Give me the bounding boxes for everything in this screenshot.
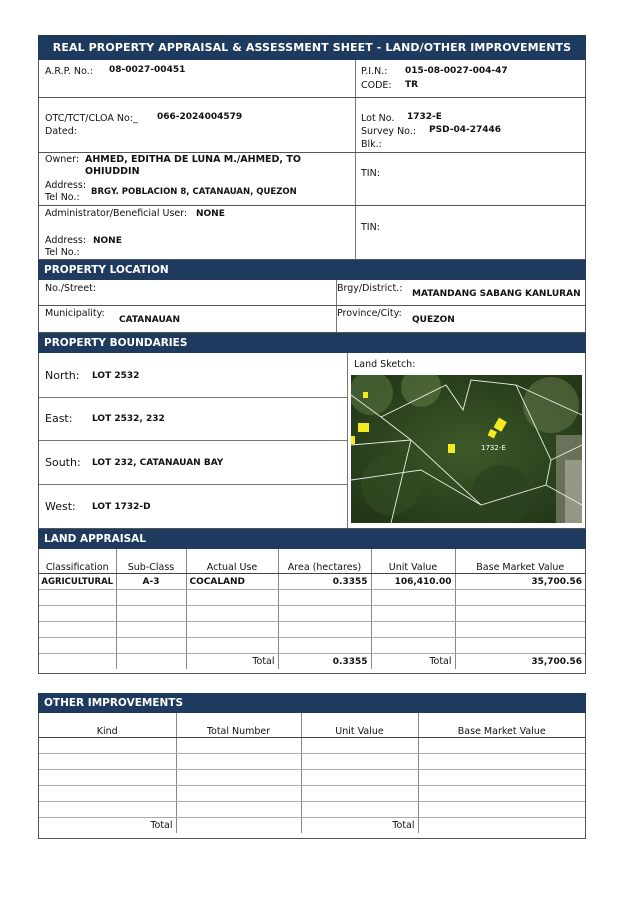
appraisal-sheet bbox=[38, 35, 586, 839]
owner-address-value: BRGY. POBLACION 8, CATANAUAN, QUEZON bbox=[91, 187, 297, 197]
province-value: QUEZON bbox=[412, 315, 455, 325]
table-row bbox=[39, 638, 585, 654]
east-value: LOT 2532, 232 bbox=[92, 414, 165, 424]
row-area: 0.3355 bbox=[278, 574, 371, 590]
code-value: TR bbox=[405, 80, 419, 90]
admin-row bbox=[38, 206, 586, 260]
land-total-value: 35,700.56 bbox=[531, 656, 582, 667]
sketch-cell bbox=[348, 353, 585, 528]
col-base-market-value: Base Market Value bbox=[455, 549, 585, 574]
table-row bbox=[39, 606, 585, 622]
property-location-header: PROPERTY LOCATION bbox=[38, 260, 586, 280]
pin-value: 015-08-0027-004-47 bbox=[405, 66, 508, 76]
table-row bbox=[39, 574, 585, 590]
owner-row bbox=[38, 153, 586, 206]
lot-label: Lot No. bbox=[361, 113, 395, 124]
lot-cell bbox=[355, 98, 585, 152]
admin-value: NONE bbox=[196, 209, 225, 219]
land-total-area: 0.3355 bbox=[278, 654, 371, 670]
south-label: South: bbox=[45, 456, 81, 469]
lot-value: 1732-E bbox=[407, 112, 442, 122]
blk-label: Blk.: bbox=[361, 139, 382, 150]
row-base-market-value: 35,700.56 bbox=[455, 574, 585, 590]
oi-total-label-2: Total bbox=[301, 818, 418, 834]
brgy-cell bbox=[336, 280, 585, 305]
street-label: No./Street: bbox=[45, 283, 97, 294]
west-value: LOT 1732-D bbox=[92, 502, 151, 512]
south-row bbox=[39, 440, 347, 485]
col-classification: Classification bbox=[39, 549, 116, 574]
east-row bbox=[39, 397, 347, 441]
owner-tin-label: TIN: bbox=[361, 168, 380, 179]
col-actual-use: Actual Use bbox=[186, 549, 278, 574]
col-oi-base-market-value: Base Market Value bbox=[418, 713, 585, 738]
other-improvements-head bbox=[39, 713, 585, 738]
table-row bbox=[39, 738, 585, 754]
north-label: North: bbox=[45, 369, 80, 382]
land-sketch-map bbox=[351, 375, 582, 523]
land-appraisal-head bbox=[39, 549, 585, 574]
pin-label: P.I.N.: bbox=[361, 66, 388, 77]
arp-cell bbox=[39, 60, 356, 97]
owner-address-label: Address: bbox=[45, 180, 87, 191]
admin-cell bbox=[39, 206, 356, 259]
table-row bbox=[39, 770, 585, 786]
sheet-title: REAL PROPERTY APPRAISAL & ASSESSMENT SHEET - LAND/OTHER IMPROVEMENTS bbox=[38, 35, 586, 60]
west-label: West: bbox=[45, 500, 76, 513]
row-unit-value: 106,410.00 bbox=[371, 574, 455, 590]
otc-value: 066-2024004579 bbox=[157, 112, 243, 122]
municipality-cell bbox=[39, 306, 337, 332]
col-kind: Kind bbox=[39, 713, 176, 738]
brgy-value: MATANDANG SABANG KANLURAN bbox=[412, 289, 581, 299]
province-cell bbox=[336, 306, 585, 332]
land-total-row bbox=[39, 654, 585, 670]
owner-tin-cell bbox=[355, 153, 585, 205]
sketch-label: Land Sketch: bbox=[354, 359, 416, 370]
west-row bbox=[39, 484, 347, 528]
admin-label: Administrator/Beneficial User: bbox=[45, 208, 188, 219]
oi-total-row bbox=[39, 818, 585, 834]
boundaries-block bbox=[38, 353, 586, 529]
col-unit-value: Unit Value bbox=[371, 549, 455, 574]
otc-cell bbox=[39, 98, 356, 152]
north-row bbox=[39, 353, 347, 398]
municipality-value: CATANAUAN bbox=[119, 315, 181, 325]
other-improvements-table-wrap bbox=[38, 713, 586, 839]
dated-label: Dated: bbox=[45, 126, 77, 137]
boundaries-list bbox=[39, 353, 348, 528]
row-classification: AGRICULTURAL bbox=[39, 574, 116, 590]
table-row bbox=[39, 622, 585, 638]
land-appraisal-header: LAND APPRAISAL bbox=[38, 529, 586, 549]
property-boundaries-header: PROPERTY BOUNDARIES bbox=[38, 333, 586, 353]
survey-value: PSD-04-27446 bbox=[429, 125, 502, 135]
other-improvements-header: OTHER IMPROVEMENTS bbox=[38, 693, 586, 713]
code-label: CODE: bbox=[361, 80, 392, 91]
north-value: LOT 2532 bbox=[92, 371, 140, 381]
col-total-number: Total Number bbox=[176, 713, 301, 738]
row-subclass: A-3 bbox=[116, 574, 186, 590]
otc-lot-row bbox=[38, 98, 586, 153]
table-row bbox=[39, 590, 585, 606]
owner-value: AHMED, EDITHA DE LUNA M./AHMED, TO OHIUDDIN bbox=[85, 154, 301, 177]
col-oi-unit-value: Unit Value bbox=[301, 713, 418, 738]
municipality-label: Municipality: bbox=[45, 308, 105, 319]
owner-cell bbox=[39, 153, 356, 205]
province-label: Province/City: bbox=[337, 308, 402, 319]
admin-address-label: Address: bbox=[45, 235, 87, 246]
land-total-label: Total bbox=[186, 654, 278, 670]
admin-tin-label: TIN: bbox=[361, 222, 380, 233]
street-cell bbox=[39, 280, 337, 305]
col-area: Area (hectares) bbox=[278, 549, 371, 574]
owner-label: Owner: bbox=[45, 154, 80, 165]
owner-tel-label: Tel No.: bbox=[45, 192, 80, 203]
south-value: LOT 232, CATANAUAN BAY bbox=[92, 458, 224, 468]
other-improvements-table bbox=[39, 713, 585, 833]
survey-label: Survey No.: bbox=[361, 126, 417, 137]
table-row bbox=[39, 786, 585, 802]
admin-tel-label: Tel No.: bbox=[45, 247, 80, 258]
location-row-2 bbox=[38, 306, 586, 333]
land-total-label-2: Total bbox=[371, 654, 455, 670]
table-row bbox=[39, 802, 585, 818]
admin-tin-cell bbox=[355, 206, 585, 259]
admin-address-value: NONE bbox=[93, 236, 122, 246]
arp-label: A.R.P. No.: bbox=[45, 66, 93, 77]
pin-cell bbox=[355, 60, 585, 97]
location-row-1 bbox=[38, 280, 586, 306]
table-row bbox=[39, 754, 585, 770]
east-label: East: bbox=[45, 412, 73, 425]
oi-total-label: Total bbox=[39, 818, 176, 834]
arp-value: 08-0027-00451 bbox=[109, 65, 186, 75]
land-appraisal-table-wrap bbox=[38, 549, 586, 674]
otc-label: OTC/TCT/CLOA No:_ bbox=[45, 113, 138, 124]
land-appraisal-table bbox=[39, 549, 585, 669]
col-subclass: Sub-Class bbox=[116, 549, 186, 574]
brgy-label: Brgy/District.: bbox=[337, 283, 403, 294]
row-actual-use: COCALAND bbox=[186, 574, 278, 590]
arp-pin-row bbox=[38, 60, 586, 98]
sketch-lot-label: 1732-E bbox=[481, 444, 506, 452]
